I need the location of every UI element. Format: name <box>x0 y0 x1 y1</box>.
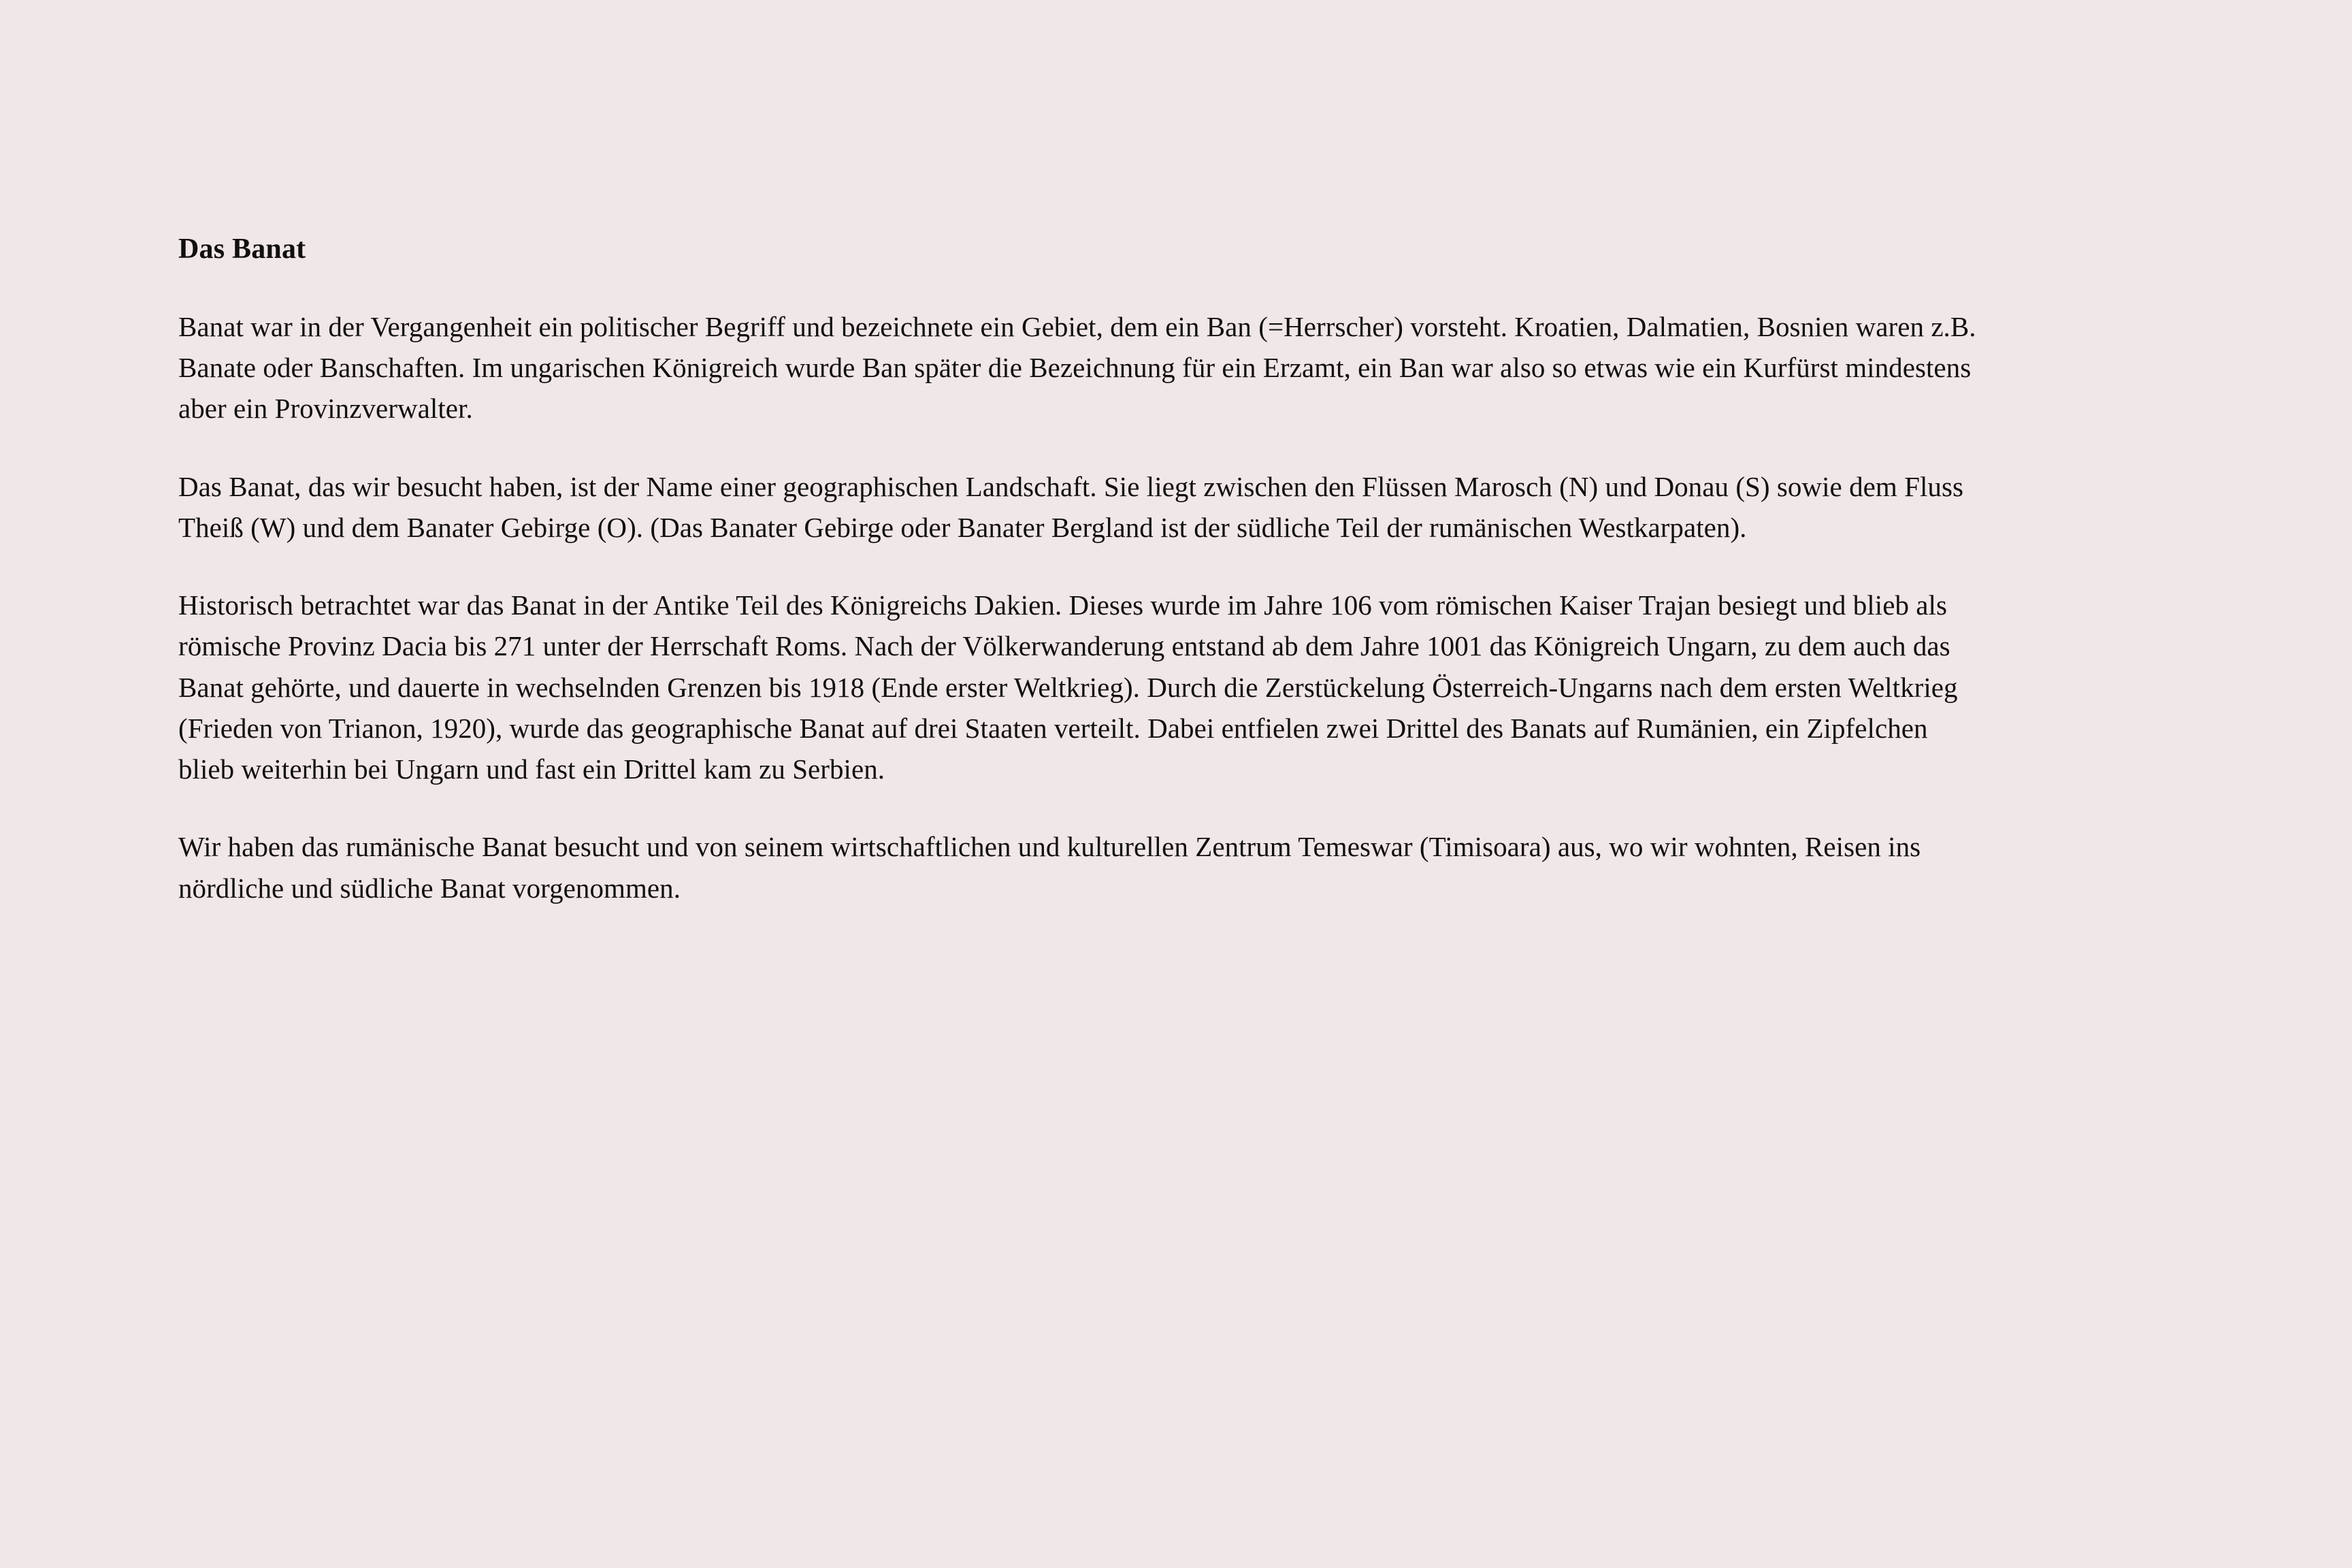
document-body <box>178 231 1989 909</box>
paragraph-definition: Banat war in der Vergangenheit ein politischer Begriff und bezeichnete ein Gebiet, dem ein Ban (=Herrscher) vorsteht. Kroatien, Dalmatien, Bosnien waren z.B. Banate oder Banschaften. Im ungarischen Königreich wurde Ban später die Bezeichnung für ein Erzamt, ein Ban war also so etwas wie ein Kurfürst mindestens aber ein Provinzverwalter. <box>178 310 1976 425</box>
paragraph-geography: Das Banat, das wir besucht haben, ist der Name einer geographischen Landschaft. Sie liegt zwischen den Flüssen Marosch (N) und Donau (S) sowie dem Fluss Theiß (W) und dem Banater Gebirge (O). (Das Banater Gebirge oder Banater Bergland ist der südliche Teil der rumänischen Westkarpaten). <box>178 470 1963 543</box>
paragraph-history: Historisch betrachtet war das Banat in der Antike Teil des Königreichs Dakien. Dieses wurde im Jahre 106 vom römischen Kaiser Trajan besiegt und blieb als römische Provinz Dacia bis 271 unter der Herrschaft Roms. Nach der Völkerwanderung entstand ab dem Jahre 1001 das Königreich Ungarn, zu dem auch das Banat gehörte, und dauerte in wechselnden Grenzen bis 1918 (Ende erster Weltkrieg). Durch die Zerstückelung Österreich-Ungarns nach dem ersten Weltkrieg (Frieden von Trianon, 1920), wurde das geographische Banat auf drei Staaten verteilt. Dabei entfielen zwei Drittel des Banats auf Rumänien, ein Zipfelchen blieb weiterhin bei Ungarn und fast ein Drittel kam zu Serbien. <box>178 589 1958 785</box>
paragraph-travel: Wir haben das rumänische Banat besucht und von seinem wirtschaftlichen und kulturellen Zentrum Temeswar (Timisoara) aus, wo wir wohnten, Reisen ins nördliche und südliche Banat vorgenommen. <box>178 831 1921 904</box>
page-title: Das Banat <box>178 233 306 265</box>
